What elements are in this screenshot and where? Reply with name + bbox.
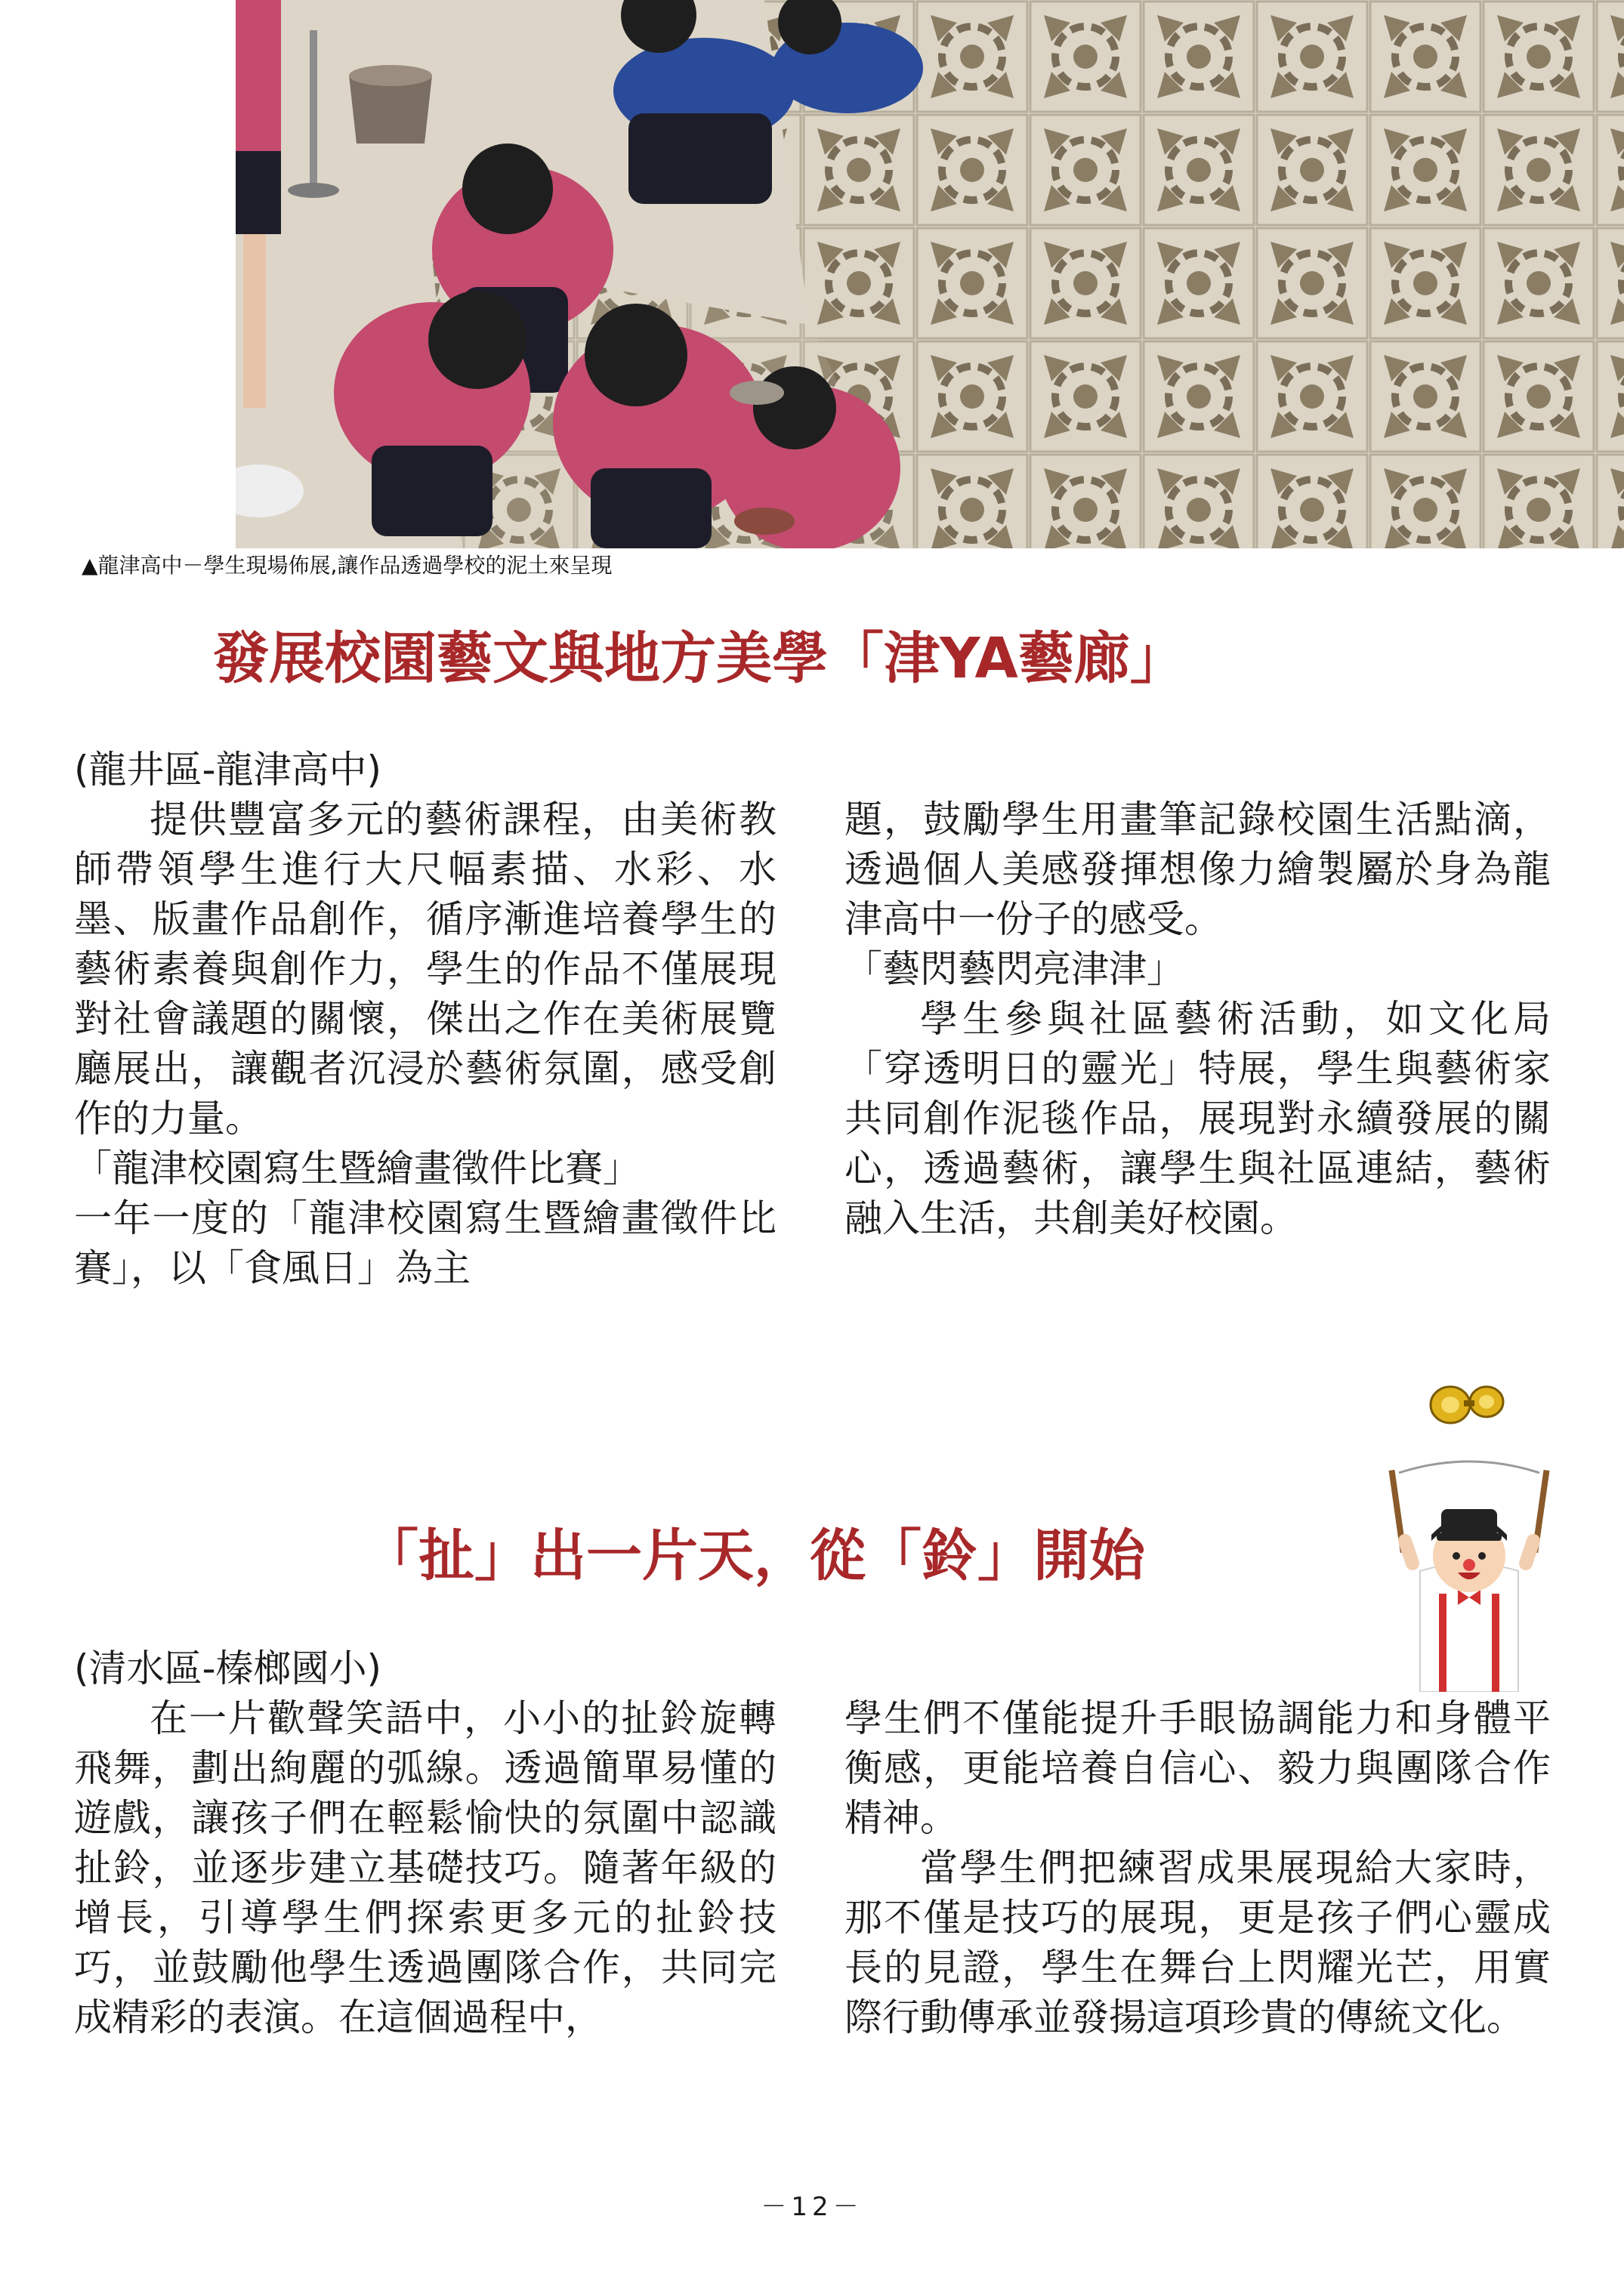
article1-paragraph: 學生參與社區藝術活動，如文化局「穿透明日的靈光」特展，學生與藝術家共同創作泥毯作品，展現對永續發展的關心，透過藝術，讓學生與社區連結，藝術融入生活，共創美好校園。 (844, 997, 1551, 1240)
diabolo-performer-illustration (1382, 1450, 1556, 1692)
article1-paragraph: 一年一度的「龍津校園寫生暨繪畫徵件比賽」，以「食風日」為主 (74, 1196, 776, 1290)
page-number: －12－ (761, 2192, 863, 2222)
article2-paragraph: 在一片歡聲笑語中，小小的扯鈴旋轉飛舞，劃出絢麗的弧線。透過簡單易懂的遊戲，讓孩子們在輕鬆愉快的氛圍中認識扯鈴，並逐步建立基礎技巧。隨著年級的增長，引導學生們探索更多元的扯鈴技巧，並鼓勵他學生透過團隊合作，共同完成精彩的表演。在這個過程中， (74, 1696, 776, 2039)
article1-right-column (844, 795, 1551, 1243)
article2-location: (清水區-榛榔國小) (74, 1647, 382, 1690)
article2-paragraph: 學生們不僅能提升手眼協調能力和身體平衡感，更能培養自信心、毅力與團隊合作精神。 (844, 1696, 1551, 1840)
article1-title: 發展校園藝文與地方美學「津YA藝廊」 (213, 626, 1186, 691)
article1-paragraph: 提供豐富多元的藝術課程，由美術教師帶領學生進行大尺幅素描、水彩、水墨、版畫作品創作，循序漸進培養學生的藝術素養與創作力，學生的作品不僅展現對社會議題的關懷，傑出之作在美術展覽廳展出，讓觀者沉浸於藝術氛圍，感受創作的力量。 (74, 798, 776, 1140)
article1-location: (龍井區-龍津高中) (74, 748, 382, 792)
article2-left-column (74, 1693, 776, 2042)
article2-right-column (844, 1693, 1551, 2042)
top-photo (236, 0, 1624, 548)
article2-title: 「扯」出一片天，從「鈴」開始 (363, 1523, 1145, 1588)
diabolo-icon (1428, 1375, 1511, 1428)
article1-left-column (74, 795, 776, 1293)
article1-subheading: 「藝閃藝閃亮津津」 (844, 947, 1184, 991)
article1-paragraph: 題，鼓勵學生用畫筆記錄校園生活點滴，透過個人美感發揮想像力繪製屬於身為龍津高中一份子的感受。 (844, 798, 1551, 941)
article1-subheading: 「龍津校園寫生暨繪畫徵件比賽」 (74, 1147, 641, 1190)
article2-paragraph: 當學生們把練習成果展現給大家時，那不僅是技巧的展現，更是孩子們心靈成長的見證，學生在舞台上閃耀光芒，用實際行動傳承並發揚這項珍貴的傳統文化。 (844, 1846, 1551, 2039)
photo-caption: ▲龍津高中－學生現場佈展,讓作品透過學校的泥土來呈現 (82, 553, 613, 578)
